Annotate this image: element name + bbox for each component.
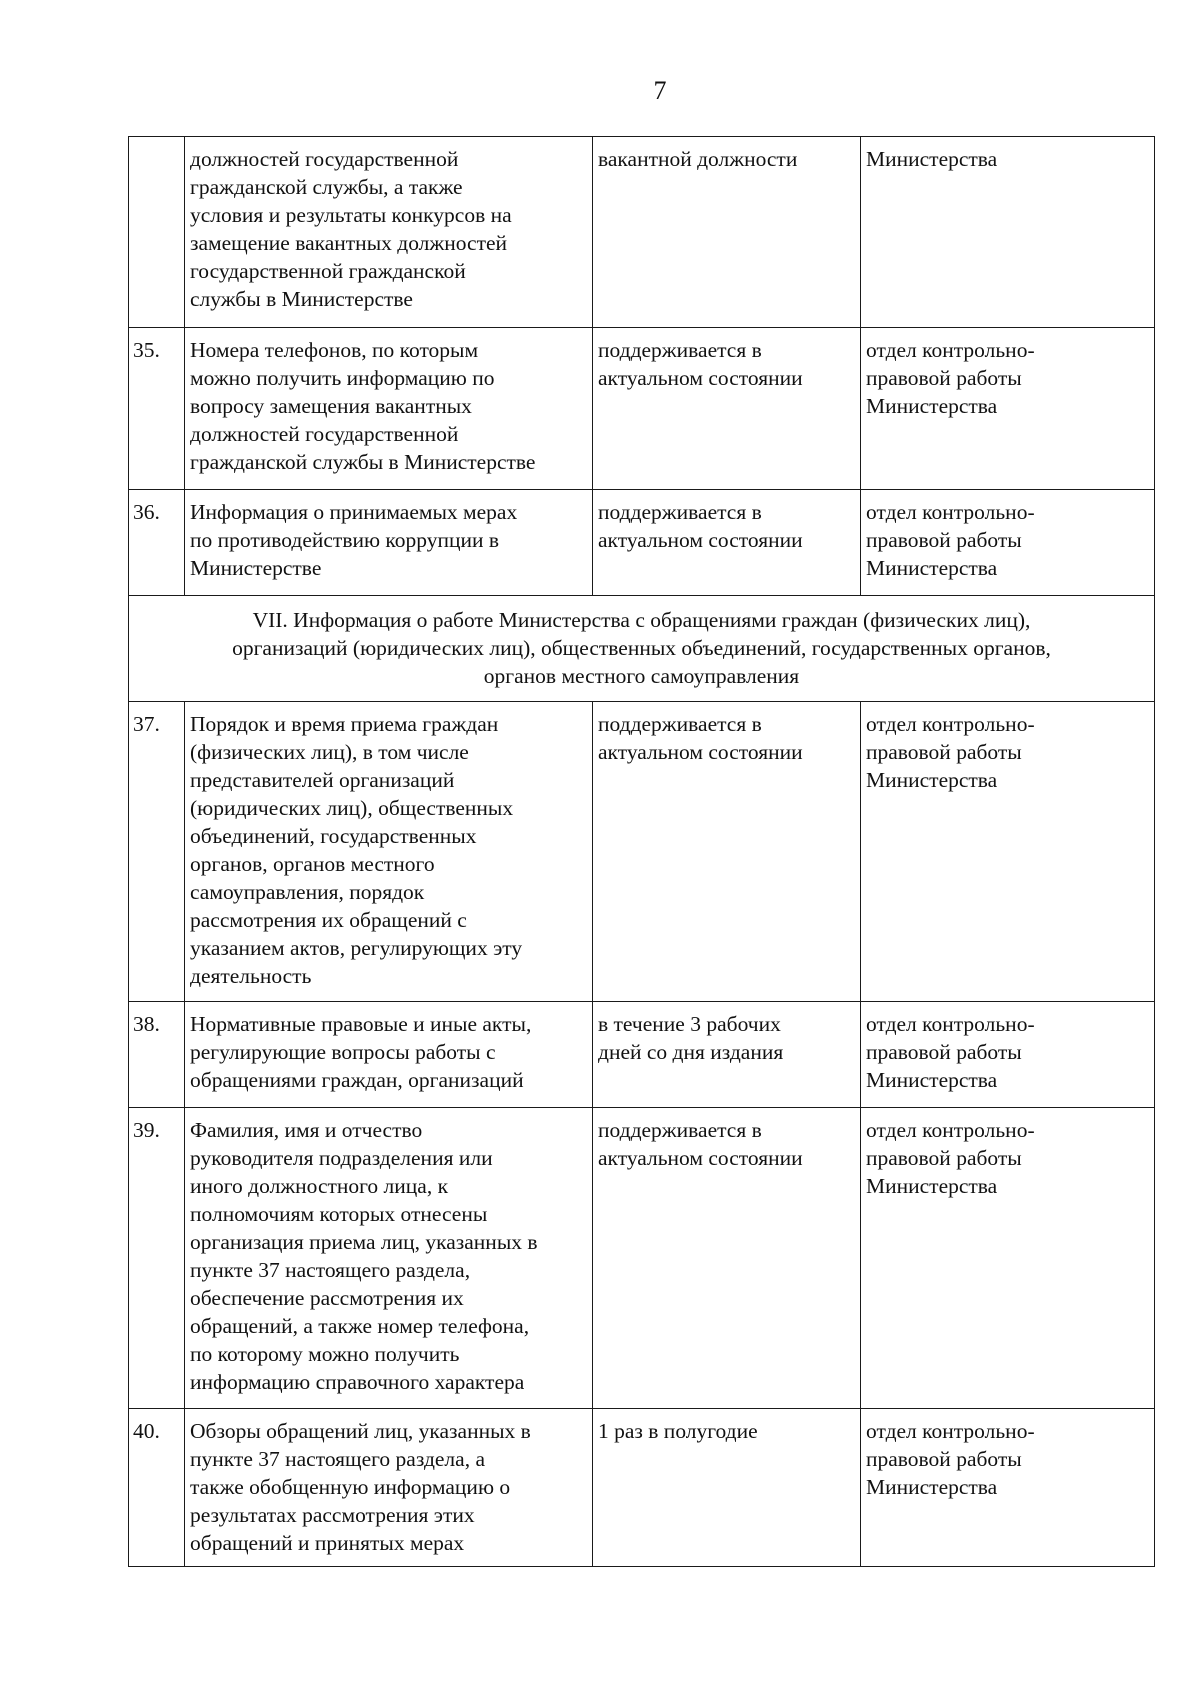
row-name-cell: Обзоры обращений лиц, указанных в пункте 37 настоящего раздела, а также обобщенную информацию о результатах рассмотрения этих обращений и принятых мерах <box>185 1409 593 1567</box>
row-responsible-cell: Министерства <box>861 137 1155 328</box>
row-term-cell: вакантной должности <box>593 137 861 328</box>
row-responsible-cell: отдел контрольно- правовой работы Министерства <box>861 1002 1155 1108</box>
row-responsible-cell: отдел контрольно- правовой работы Министерства <box>861 490 1155 596</box>
row-term-cell: поддерживается в актуальном состоянии <box>593 328 861 490</box>
row-name-cell: Фамилия, имя и отчество руководителя подразделения или иного должностного лица, к полномочиям которых отнесены организация приема лиц, указанных в пункте 37 настоящего раздела, обеспечение рассмотрения их обращений, а также номер телефона, по которому можно получить информацию справочного характера <box>185 1108 593 1409</box>
row-name-cell: Номера телефонов, по которым можно получить информацию по вопросу замещения вакантных должностей государственной гражданской службы в Министерстве <box>185 328 593 490</box>
row-term-cell: в течение 3 рабочих дней со дня издания <box>593 1002 861 1108</box>
row-name-cell: должностей государственной гражданской службы, а также условия и результаты конкурсов на замещение вакантных должностей государственной гражданской службы в Министерстве <box>185 137 593 328</box>
row-name-cell: Порядок и время приема граждан (физических лиц), в том числе представителей организаций (юридических лиц), общественных объединений, государственных органов, органов местного самоуправления, порядок рассмотрения их обращений с указанием актов, регулирующих эту деятельность <box>185 702 593 1002</box>
row-responsible-cell: отдел контрольно- правовой работы Министерства <box>861 702 1155 1002</box>
row-number-cell <box>129 137 185 328</box>
section-heading: VII. Информация о работе Министерства с обращениями граждан (физических лиц), организаций (юридических лиц), общественных объединений, государственных органов, органов местного самоуправления <box>129 596 1155 702</box>
row-term-cell: поддерживается в актуальном состоянии <box>593 490 861 596</box>
row-name-cell: Нормативные правовые и иные акты, регулирующие вопросы работы с обращениями граждан, организаций <box>185 1002 593 1108</box>
table-row <box>129 137 1155 328</box>
row-number-cell: 37. <box>129 702 185 1002</box>
row-term-cell: поддерживается в актуальном состоянии <box>593 702 861 1002</box>
row-responsible-cell: отдел контрольно- правовой работы Министерства <box>861 1409 1155 1567</box>
row-responsible-cell: отдел контрольно- правовой работы Министерства <box>861 328 1155 490</box>
section-heading-row <box>129 596 1155 702</box>
row-name-cell: Информация о принимаемых мерах по противодействию коррупции в Министерстве <box>185 490 593 596</box>
row-number-cell: 40. <box>129 1409 185 1567</box>
table-row <box>129 490 1155 596</box>
page-number: 7 <box>653 76 667 105</box>
row-number-cell: 36. <box>129 490 185 596</box>
row-number-cell: 35. <box>129 328 185 490</box>
table-row <box>129 328 1155 490</box>
table-row <box>129 702 1155 1002</box>
row-responsible-cell: отдел контрольно- правовой работы Министерства <box>861 1108 1155 1409</box>
row-term-cell: поддерживается в актуальном состоянии <box>593 1108 861 1409</box>
information-table <box>128 136 1155 1567</box>
table-row <box>129 1002 1155 1108</box>
table-row <box>129 1409 1155 1567</box>
row-number-cell: 38. <box>129 1002 185 1108</box>
row-term-cell: 1 раз в полугодие <box>593 1409 861 1567</box>
table-row <box>129 1108 1155 1409</box>
row-number-cell: 39. <box>129 1108 185 1409</box>
